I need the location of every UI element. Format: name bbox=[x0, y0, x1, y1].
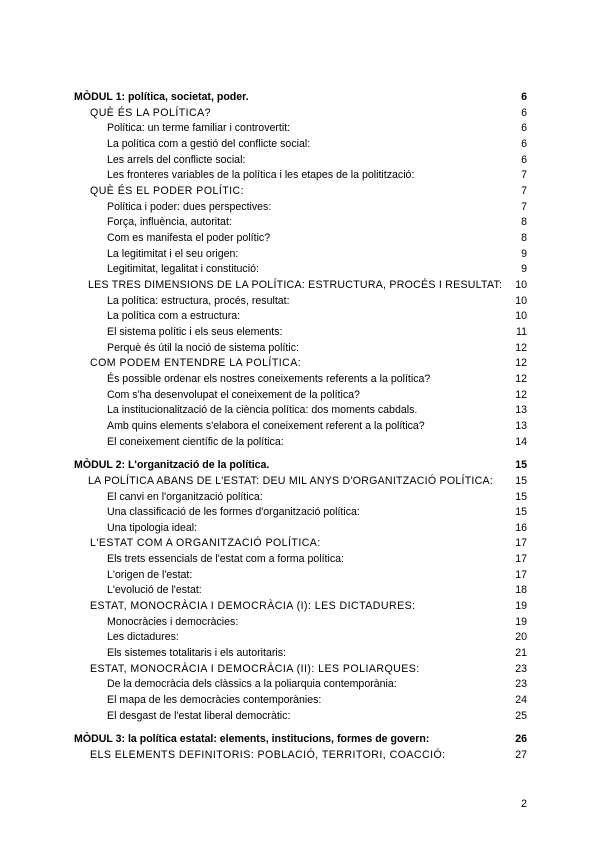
toc-entry-title: Legitimitat, legalitat i constitució: bbox=[107, 263, 259, 275]
toc-entry-page: 16 bbox=[515, 522, 527, 534]
toc-entry-title: Les arrels del conflicte social: bbox=[107, 154, 246, 166]
toc-entry-title: LES TRES DIMENSIONS DE LA POLÍTICA: ESTRUCTURA, PROCÉS I RESULTAT: bbox=[88, 279, 503, 291]
toc-entry-page: 7 bbox=[521, 185, 527, 197]
toc-section-entry[interactable] bbox=[0, 341, 600, 356]
toc-entry-page: 8 bbox=[521, 232, 527, 244]
toc-entry-page: 19 bbox=[515, 616, 527, 628]
toc-section-entry[interactable] bbox=[0, 568, 600, 583]
toc-entry-page: 7 bbox=[521, 169, 527, 181]
toc-entry-title: El desgast de l'estat liberal democràtic: bbox=[107, 710, 291, 722]
toc-section-entry[interactable] bbox=[0, 168, 600, 183]
toc-entry-title: ELS ELEMENTS DEFINITORIS: POBLACIÓ, TERRITORI, COACCIÓ: bbox=[90, 749, 446, 761]
toc-entry-page: 13 bbox=[515, 420, 527, 432]
toc-section-entry[interactable] bbox=[0, 435, 600, 450]
toc-entry-page: 17 bbox=[515, 569, 527, 581]
toc-entry-title: ESTAT, MONOCRÀCIA I DEMOCRÀCIA (II): LES POLIARQUES: bbox=[90, 663, 420, 675]
toc-chapter-entry[interactable] bbox=[0, 662, 600, 677]
toc-chapter-entry[interactable] bbox=[0, 184, 600, 199]
toc-entry-page: 6 bbox=[521, 122, 527, 134]
toc-entry-page: 23 bbox=[515, 678, 527, 690]
toc-entry-page: 27 bbox=[515, 749, 527, 761]
toc-entry-page: 6 bbox=[521, 91, 527, 103]
toc-entry-title: El sistema polític i els seus elements: bbox=[107, 326, 283, 338]
toc-section-entry[interactable] bbox=[0, 294, 600, 309]
toc-entry-page: 20 bbox=[515, 631, 527, 643]
toc-entry-page: 17 bbox=[515, 553, 527, 565]
toc-entry-page: 21 bbox=[515, 647, 527, 659]
toc-entry-page: 12 bbox=[515, 389, 527, 401]
toc-entry-title: MÒDUL 3: la política estatal: elements, institucions, formes de govern: bbox=[74, 733, 430, 745]
toc-section-entry[interactable] bbox=[0, 137, 600, 152]
toc-section-entry[interactable] bbox=[0, 693, 600, 708]
toc-entry-page: 6 bbox=[521, 154, 527, 166]
toc-entry-page: 9 bbox=[521, 263, 527, 275]
toc-entry-title: Una classificació de les formes d'organització política: bbox=[107, 506, 360, 518]
toc-module-entry[interactable] bbox=[0, 458, 600, 473]
toc-module-entry[interactable] bbox=[0, 90, 600, 105]
toc-section-entry[interactable] bbox=[0, 372, 600, 387]
toc-entry-page: 6 bbox=[521, 107, 527, 119]
toc-entry-page: 26 bbox=[515, 733, 527, 745]
toc-section-entry[interactable] bbox=[0, 419, 600, 434]
toc-section-entry[interactable] bbox=[0, 200, 600, 215]
toc-chapter-entry[interactable] bbox=[0, 536, 600, 551]
toc-entry-title: Els sistemes totalitaris i els autoritaris: bbox=[107, 647, 286, 659]
toc-entry-title: LA POLÍTICA ABANS DE L'ESTAT: DEU MIL ANYS D'ORGANITZACIÓ POLÍTICA: bbox=[88, 475, 494, 487]
toc-entry-title: El canvi en l'organització política: bbox=[107, 491, 263, 503]
toc-section-entry[interactable] bbox=[0, 215, 600, 230]
toc-entry-title: Política i poder: dues perspectives: bbox=[107, 201, 272, 213]
toc-entry-title: És possible ordenar els nostres coneixements referents a la política? bbox=[107, 373, 431, 385]
toc-entry-page: 18 bbox=[515, 584, 527, 596]
toc-entry-title: Com s'ha desenvolupat el coneixement de la política? bbox=[107, 389, 360, 401]
toc-entry-title: Força, influència, autoritat: bbox=[107, 216, 232, 228]
toc-entry-title: La política com a estructura: bbox=[107, 310, 241, 322]
toc-chapter-entry[interactable] bbox=[0, 474, 600, 489]
toc-section-entry[interactable] bbox=[0, 121, 600, 136]
toc-entry-page: 8 bbox=[521, 216, 527, 228]
toc-entry-title: Els trets essencials de l'estat com a forma política: bbox=[107, 553, 344, 565]
toc-chapter-entry[interactable] bbox=[0, 356, 600, 371]
toc-section-entry[interactable] bbox=[0, 505, 600, 520]
toc-entry-page: 14 bbox=[515, 436, 527, 448]
toc-section-entry[interactable] bbox=[0, 262, 600, 277]
toc-entry-title: El coneixement científic de la política: bbox=[107, 436, 284, 448]
toc-entry-title: L'evolució de l'estat: bbox=[107, 584, 202, 596]
toc-entry-title: Monocràcies i democràcies: bbox=[107, 616, 239, 628]
toc-section-entry[interactable] bbox=[0, 552, 600, 567]
toc-entry-page: 10 bbox=[515, 279, 527, 291]
toc-entry-page: 12 bbox=[515, 342, 527, 354]
toc-entry-page: 17 bbox=[515, 537, 527, 549]
toc-entry-title: L'origen de l'estat: bbox=[107, 569, 193, 581]
toc-section-entry[interactable] bbox=[0, 153, 600, 168]
toc-entry-title: De la democràcia dels clàssics a la poliarquia contemporània: bbox=[107, 678, 397, 690]
toc-section-entry[interactable] bbox=[0, 677, 600, 692]
toc-section-entry[interactable] bbox=[0, 490, 600, 505]
toc-entry-page: 15 bbox=[515, 506, 527, 518]
toc-chapter-entry[interactable] bbox=[0, 106, 600, 121]
toc-section-entry[interactable] bbox=[0, 403, 600, 418]
toc-chapter-entry[interactable] bbox=[0, 748, 600, 763]
toc-entry-page: 15 bbox=[515, 475, 527, 487]
toc-entry-page: 11 bbox=[516, 326, 527, 338]
toc-entry-page: 25 bbox=[515, 710, 527, 722]
toc-entry-page: 6 bbox=[521, 138, 527, 150]
toc-entry-page: 15 bbox=[515, 491, 527, 503]
toc-section-entry[interactable] bbox=[0, 388, 600, 403]
toc-entry-page: 19 bbox=[515, 600, 527, 612]
toc-entry-title: MÒDUL 2: L'organització de la política. bbox=[74, 459, 270, 471]
page-number: 2 bbox=[521, 798, 527, 810]
toc-entry-page: 7 bbox=[521, 201, 527, 213]
toc-entry-title: Amb quins elements s'elabora el coneixement referent a la política? bbox=[107, 420, 425, 432]
toc-entry-title: La legitimitat i el seu origen: bbox=[107, 248, 239, 260]
toc-entry-title: MÒDUL 1: política, societat, poder. bbox=[74, 91, 249, 103]
toc-entry-title: La política com a gestió del conflicte social: bbox=[107, 138, 311, 150]
toc-entry-page: 10 bbox=[515, 310, 527, 322]
toc-section-entry[interactable] bbox=[0, 521, 600, 536]
toc-entry-title: Política: un terme familiar i controvertit: bbox=[107, 122, 291, 134]
toc-entry-page: 13 bbox=[515, 404, 527, 416]
toc-entry-title: El mapa de les democràcies contemporànies: bbox=[107, 694, 322, 706]
toc-section-entry[interactable] bbox=[0, 709, 600, 724]
toc-entry-page: 24 bbox=[515, 694, 527, 706]
toc-entry-title: La política: estructura, procés, resultat: bbox=[107, 295, 290, 307]
toc-entry-title: Les fronteres variables de la política i les etapes de la politització: bbox=[107, 169, 415, 181]
toc-chapter-entry[interactable] bbox=[0, 599, 600, 614]
toc-entry-page: 10 bbox=[515, 295, 527, 307]
toc-section-entry[interactable] bbox=[0, 309, 600, 324]
toc-entry-title: Les dictadures: bbox=[107, 631, 179, 643]
toc-section-entry[interactable] bbox=[0, 231, 600, 246]
toc-entry-page: 9 bbox=[521, 248, 527, 260]
toc-entry-title: La institucionalització de la ciència política: dos moments cabdals. bbox=[107, 404, 418, 416]
toc-entry-title: ESTAT, MONOCRÀCIA I DEMOCRÀCIA (I): LES DICTADURES: bbox=[90, 600, 416, 612]
toc-entry-title: COM PODEM ENTENDRE LA POLÍTICA: bbox=[90, 357, 302, 369]
toc-chapter-entry[interactable] bbox=[0, 278, 600, 293]
toc-entry-title: Perquè és útil la noció de sistema polític: bbox=[107, 342, 299, 354]
toc-entry-title: Una tipologia ideal: bbox=[107, 522, 198, 534]
toc-section-entry[interactable] bbox=[0, 583, 600, 598]
toc-section-entry[interactable] bbox=[0, 646, 600, 661]
toc-entry-page: 12 bbox=[515, 357, 527, 369]
toc-section-entry[interactable] bbox=[0, 247, 600, 262]
toc-module-entry[interactable] bbox=[0, 732, 600, 747]
toc-entry-title: Com es manifesta el poder polític? bbox=[107, 232, 271, 244]
toc-entry-page: 12 bbox=[515, 373, 527, 385]
toc-entry-page: 15 bbox=[515, 459, 527, 471]
toc-entry-page: 23 bbox=[515, 663, 527, 675]
toc-entry-title: QUÈ ÉS EL PODER POLÍTIC: bbox=[90, 185, 245, 197]
toc-section-entry[interactable] bbox=[0, 615, 600, 630]
toc-section-entry[interactable] bbox=[0, 630, 600, 645]
toc-section-entry[interactable] bbox=[0, 325, 600, 340]
toc-entry-title: L'ESTAT COM A ORGANITZACIÓ POLÍTICA: bbox=[90, 537, 321, 549]
toc-entry-title: QUÈ ÉS LA POLÍTICA? bbox=[90, 107, 212, 119]
